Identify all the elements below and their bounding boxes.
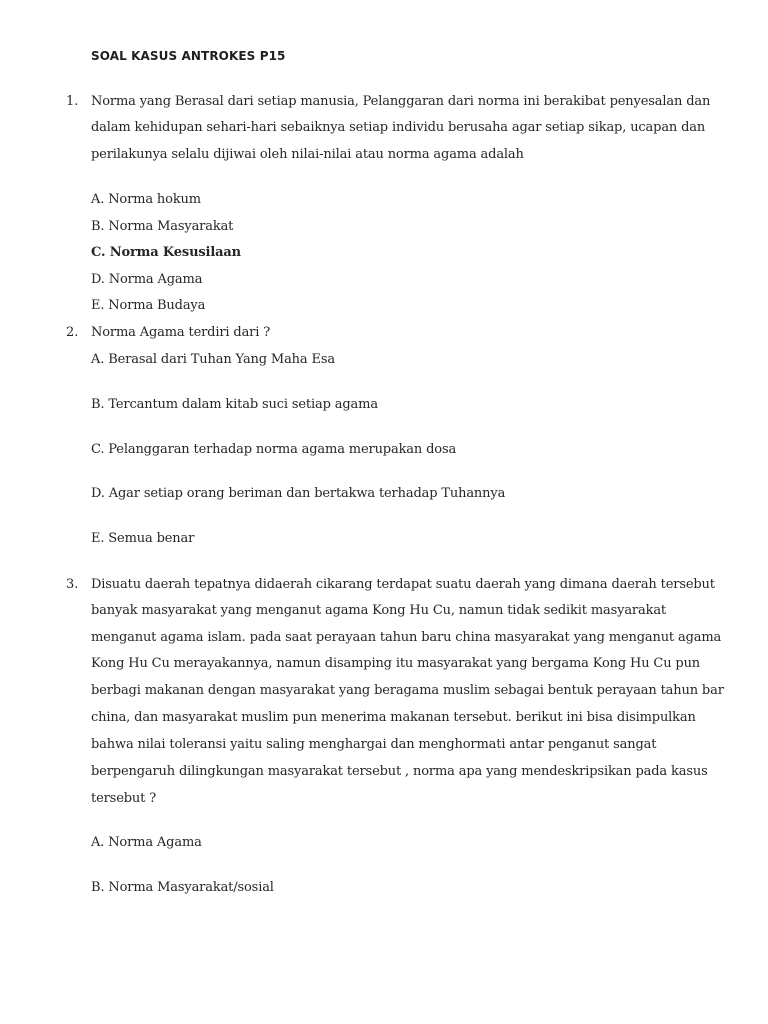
question-3-number: 3. xyxy=(66,577,79,592)
question-3-text-line-7: bahwa nilai toleransi yaitu saling menghargai dan menghormati antar penganut sangat xyxy=(91,737,657,752)
question-2-option-e: E. Semua benar xyxy=(91,531,195,546)
question-1-option-c-answer: C. Norma Kesusilaan xyxy=(91,245,241,260)
question-3-text-line-4: Kong Hu Cu merayakannya, namun disamping itu masyarakat yang bergama Kong Hu Cu pun xyxy=(91,656,701,671)
question-1-text-line-2: dalam kehidupan sehari-hari sebaiknya setiap individu berusaha agar setiap sikap, ucapan dan xyxy=(91,120,706,135)
document-title: SOAL KASUS ANTROKES P15 xyxy=(91,49,286,63)
question-1-option-d: D. Norma Agama xyxy=(91,272,203,287)
question-3-text-line-1: Disuatu daerah tepatnya didaerah cikarang terdapat suatu daerah yang dimana daerah tersebut xyxy=(91,577,715,592)
question-3-text-line-9: tersebut ? xyxy=(91,791,157,806)
question-3-text-line-6: china, dan masyarakat muslim pun menerima makanan tersebut. berikut ini bisa disimpulkan xyxy=(91,710,696,725)
question-2-option-d: D. Agar setiap orang beriman dan bertakwa terhadap Tuhannya xyxy=(91,486,506,501)
question-1-text-line-3: perilakunya selalu dijiwai oleh nilai-nilai atau norma agama adalah xyxy=(91,147,524,162)
question-1-number: 1. xyxy=(66,94,79,109)
question-3-text-line-3: menganut agama islam. pada saat perayaan tahun baru china masyarakat yang menganut agama xyxy=(91,630,722,645)
question-3-option-a: A. Norma Agama xyxy=(91,835,202,850)
question-3-option-b: B. Norma Masyarakat/sosial xyxy=(91,880,274,895)
question-2-option-c: C. Pelanggaran terhadap norma agama merupakan dosa xyxy=(91,442,457,457)
question-3-text-line-8: berpengaruh dilingkungan masyarakat tersebut , norma apa yang mendeskripsikan pada kasus xyxy=(91,764,708,779)
question-2-text-line-1: Norma Agama terdiri dari ? xyxy=(91,325,271,340)
question-2-number: 2. xyxy=(66,325,79,340)
question-1-option-e: E. Norma Budaya xyxy=(91,298,206,313)
question-2-option-b: B. Tercantum dalam kitab suci setiap agama xyxy=(91,397,378,412)
question-2-option-a: A. Berasal dari Tuhan Yang Maha Esa xyxy=(91,352,335,367)
question-1-option-a: A. Norma hokum xyxy=(91,192,201,207)
question-3-text-line-5: berbagi makanan dengan masyarakat yang beragama muslim sebagai bentuk perayaan tahun bar xyxy=(91,683,724,698)
question-1-option-b: B. Norma Masyarakat xyxy=(91,219,234,234)
question-1-text-line-1: Norma yang Berasal dari setiap manusia, Pelanggaran dari norma ini berakibat penyesalan dan xyxy=(91,94,711,109)
question-3-text-line-2: banyak masyarakat yang menganut agama Kong Hu Cu, namun tidak sedikit masyarakat xyxy=(91,603,666,618)
